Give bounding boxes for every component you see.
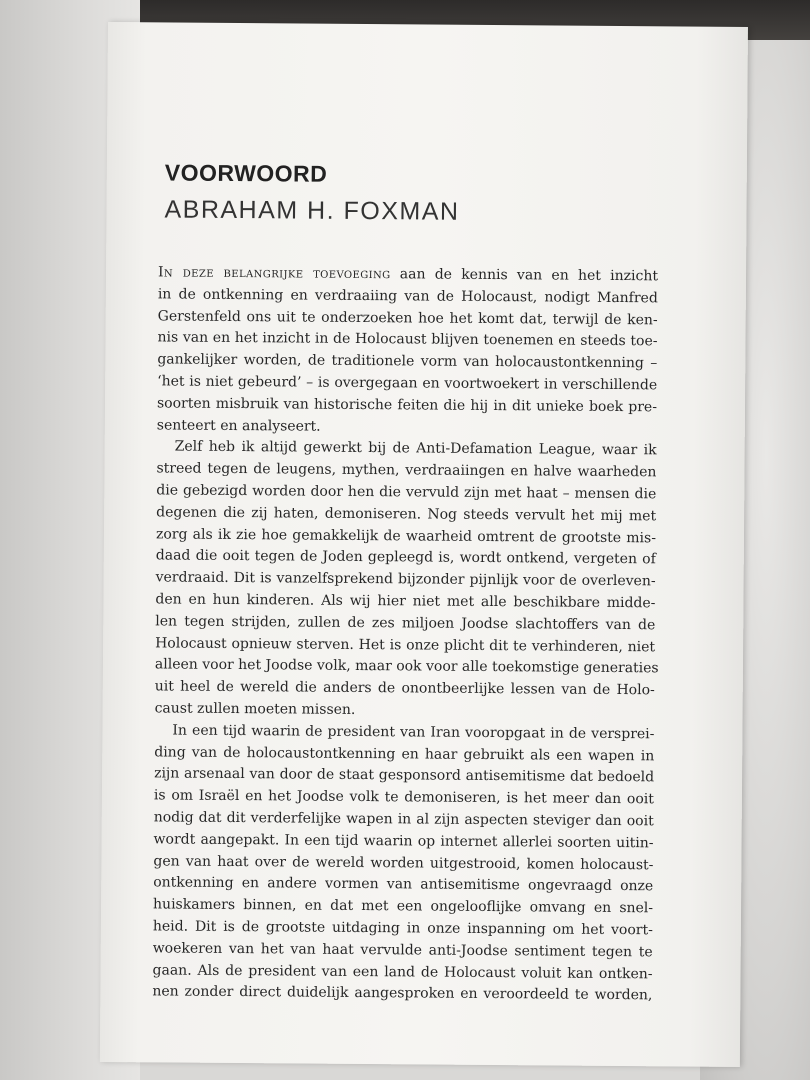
text-line: nis van en het inzicht in de Holocaust blijven toenemen en steeds toe- — [157, 329, 658, 350]
text-line: In deze belangrijke toevoeging aan de kennis van en het inzicht — [157, 264, 659, 285]
text-line: Holocaust opnieuw sterven. Het is onze plicht dit te verhinderen, niet — [155, 634, 656, 655]
text-line: gen van haat over de wereld worden uitgestrooid, komen holocaust- — [153, 852, 654, 873]
text-line: ding van de holocaustontkenning en haar gebruikt als een wapen in — [154, 743, 655, 764]
text-line: wordt aangepakt. In een tijd waarin op internet allerlei soorten uitin- — [153, 831, 654, 852]
text-line: huiskamers binnen, en dat met een ongelooflijke omvang en snel- — [153, 896, 654, 917]
text-line: alleen voor het Joodse volk, maar ook voor alle toekomstige generaties — [154, 656, 659, 677]
text-line: In een tijd waarin de president van Iran vooropgaat in de versprei- — [172, 722, 655, 743]
text-line: len tegen strijden, zullen de zes miljoen Joodse slachtoffers van de — [155, 613, 656, 634]
chapter-author: ABRAHAM H. FOXMAN — [164, 195, 460, 226]
text-line: gaan. Als de president van een land de Holocaust voluit kan ontken- — [152, 961, 653, 982]
text-line: degenen die zij haten, demoniseren. Nog steeds vervult het mij met — [156, 504, 657, 525]
text-line: senteert en analyseert. — [156, 416, 321, 435]
chapter-heading: VOORWOORD — [164, 159, 328, 187]
text-line: uit heel de wereld die anders de onontbeerlijke lessen van de Holo- — [154, 678, 655, 699]
text-line: gankelijker worden, de traditionele vorm van holocaustontkenning – — [157, 351, 658, 372]
book-page — [100, 22, 748, 1067]
text-line: die gebezigd worden door hen die vervuld zijn met haat – mensen die — [156, 482, 657, 503]
text-line: den en hun kinderen. Als wij hier niet met alle beschikbare midde- — [155, 591, 656, 612]
lead-in: In deze belangrijke toevoeging — [157, 264, 391, 283]
text-line: zijn arsenaal van door de staat gesponsord antisemitisme dat bedoeld — [154, 765, 655, 786]
text-line: heid. Dit is de grootste uitdaging in onze inspanning om het voort- — [152, 918, 653, 939]
text-line: nen zonder direct duidelijk aangesproken en veroordeeld te worden, — [152, 983, 653, 1004]
text-line: in de ontkenning en verdraaiing van de Holocaust, nodigt Manfred — [157, 286, 658, 307]
text-line: soorten misbruik van historische feiten die hij in dit unieke boek pre- — [156, 395, 658, 416]
text-line: Zelf heb ik altijd gewerkt bij de Anti-Defamation League, waar ik — [174, 438, 657, 459]
text-line: Gerstenfeld ons uit te onderzoeken hoe het komt dat, terwijl de ken- — [157, 307, 658, 328]
text-line: streed tegen de leugens, mythen, verdraaiingen en halve waarheden — [156, 460, 657, 481]
text-line: woekeren van het van haat vervulde anti-Joodse sentiment tegen te — [152, 940, 653, 961]
text-line: verdraaid. Dit is vanzelfsprekend bijzonder pijnlijk voor de overleven- — [155, 569, 656, 590]
text-line: daad die ooit tegen de Joden gepleegd is, wordt ontkend, vergeten of — [155, 547, 656, 568]
text-line: is om Israël en het Joodse volk te demoniseren, is het meer dan ooit — [153, 787, 654, 808]
text-line: nodig dat dit verderfelijke wapen in al zijn aspecten steviger dan ooit — [153, 809, 654, 830]
text-line: zorg als ik zie hoe gemakkelijk de waarheid omtrent de grootste mis- — [155, 525, 657, 546]
text-line: ontkenning en andere vormen van antisemitisme ongevraagd onze — [153, 874, 654, 895]
body-text — [152, 262, 658, 1007]
text-line: ‘het is niet gebeurd’ – is overgegaan en voortwoekert in verschillende — [157, 373, 658, 394]
text-line: caust zullen moeten missen. — [154, 700, 356, 718]
